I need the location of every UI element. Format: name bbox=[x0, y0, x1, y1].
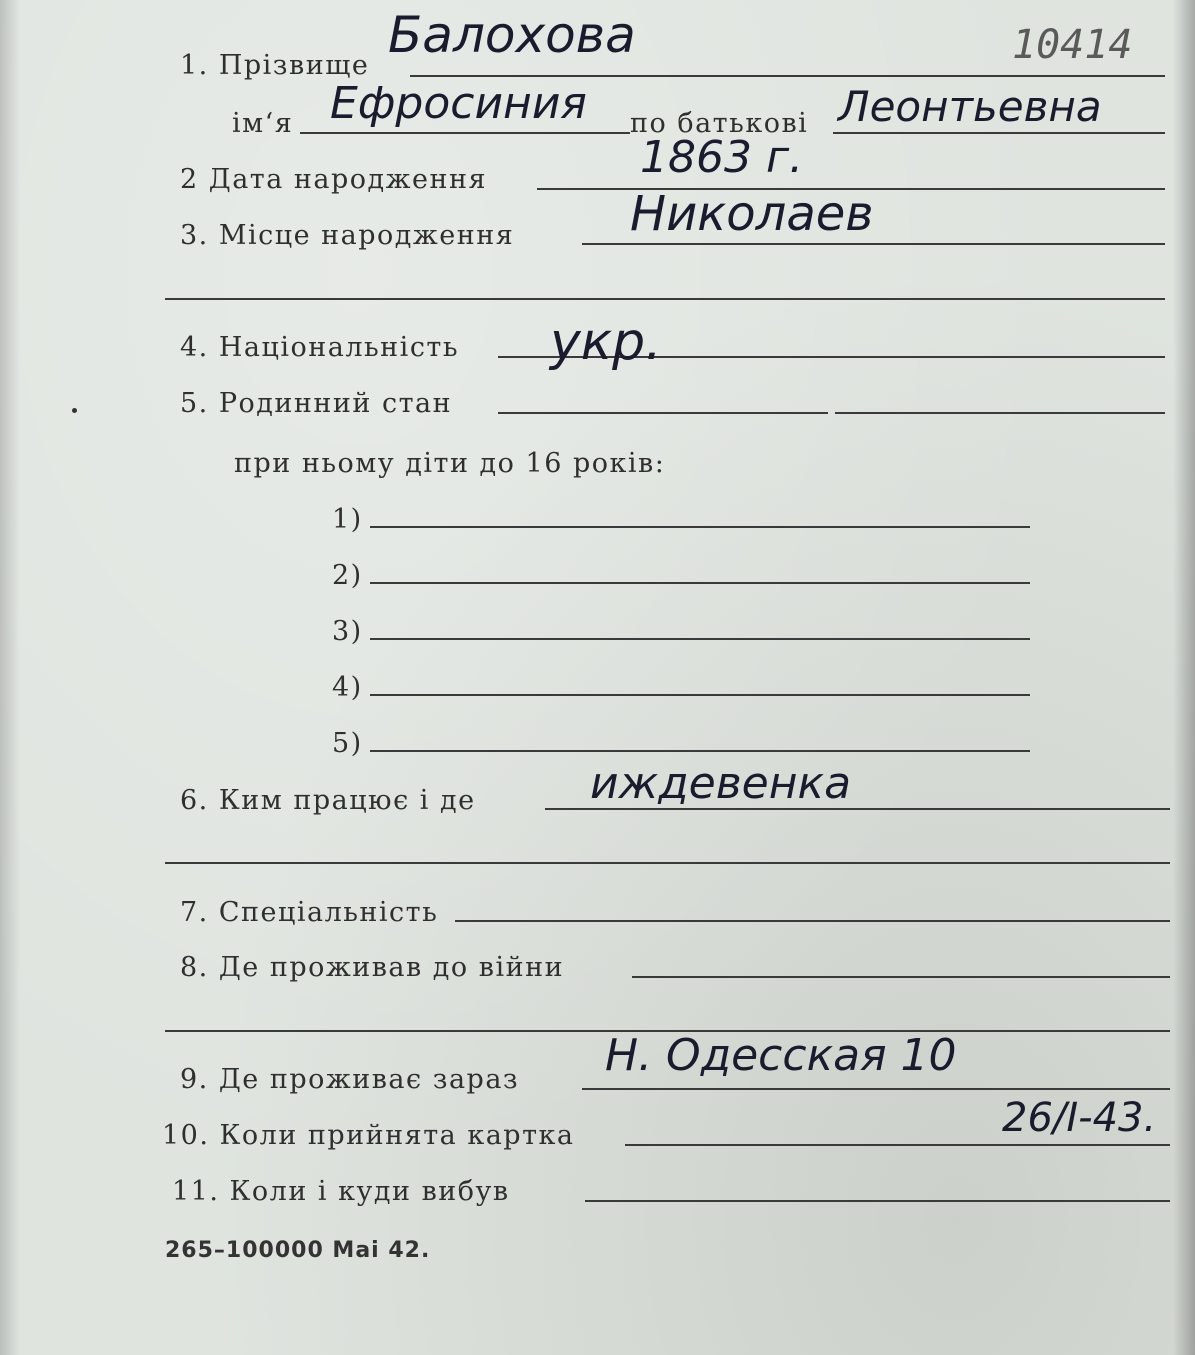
paper-edge-right bbox=[1173, 0, 1195, 1355]
hw-birth-date: 1863 г. bbox=[640, 132, 804, 183]
line-prewar-address bbox=[632, 976, 1170, 978]
label-birth-date: 2 Дата народження bbox=[180, 164, 488, 195]
label-specialty: 7. Спеціальність bbox=[180, 897, 439, 928]
line-child-5 bbox=[370, 750, 1030, 752]
line-marital-status-b bbox=[835, 412, 1165, 414]
label-prewar-address: 8. Де проживав до війни bbox=[180, 952, 565, 983]
paper-edge-left bbox=[0, 0, 20, 1355]
hw-name: Ефросиния bbox=[330, 78, 587, 129]
hw-patronymic: Леонтьевна bbox=[838, 82, 1102, 131]
hw-birth-place: Николаев bbox=[630, 186, 874, 242]
hw-occupation: иждевенка bbox=[590, 758, 852, 809]
hw-card-date: 26/I-43. bbox=[1002, 1095, 1157, 1141]
label-patronymic: по батькові bbox=[630, 108, 809, 139]
line-occupation-extra bbox=[165, 862, 1170, 864]
label-child-2: 2) bbox=[332, 560, 363, 591]
label-name: ім‘я bbox=[232, 108, 294, 139]
paper-mark bbox=[72, 408, 77, 413]
archive-number: 10414 bbox=[1012, 22, 1133, 68]
label-birth-place: 3. Місце народження bbox=[180, 220, 515, 251]
hw-surname: Балохова bbox=[388, 6, 636, 64]
line-current-address bbox=[582, 1088, 1170, 1090]
line-child-1 bbox=[370, 526, 1030, 528]
line-patronymic bbox=[833, 132, 1165, 134]
hw-current-address: Н. Одесская 10 bbox=[605, 1030, 957, 1081]
line-marital-status-a bbox=[498, 412, 828, 414]
label-nationality: 4. Національність bbox=[180, 332, 460, 363]
label-current-address: 9. Де проживає зараз bbox=[180, 1064, 520, 1095]
label-child-5: 5) bbox=[332, 728, 363, 759]
line-name bbox=[300, 132, 630, 134]
label-child-1: 1) bbox=[332, 504, 363, 535]
line-child-2 bbox=[370, 582, 1030, 584]
label-departure: 11. Коли і куди вибув bbox=[172, 1176, 510, 1207]
line-child-4 bbox=[370, 694, 1030, 696]
line-birth-place bbox=[582, 243, 1165, 245]
label-children-header: при ньому діти до 16 років: bbox=[234, 448, 666, 479]
line-card-date bbox=[625, 1144, 1170, 1146]
label-surname: 1. Прізвище bbox=[180, 50, 370, 81]
label-occupation: 6. Ким працює і де bbox=[180, 785, 476, 816]
line-departure bbox=[585, 1200, 1170, 1202]
line-specialty bbox=[455, 920, 1170, 922]
hw-nationality: укр. bbox=[550, 312, 662, 372]
line-birth-place-extra bbox=[165, 298, 1165, 300]
label-child-4: 4) bbox=[332, 672, 363, 703]
print-code: 265–100000 Mai 42. bbox=[165, 1238, 431, 1263]
label-child-3: 3) bbox=[332, 616, 363, 647]
line-surname bbox=[410, 75, 1165, 77]
line-child-3 bbox=[370, 638, 1030, 640]
label-marital-status: 5. Родинний стан bbox=[180, 388, 453, 419]
label-card-date: 10. Коли прийнята картка bbox=[162, 1120, 575, 1151]
